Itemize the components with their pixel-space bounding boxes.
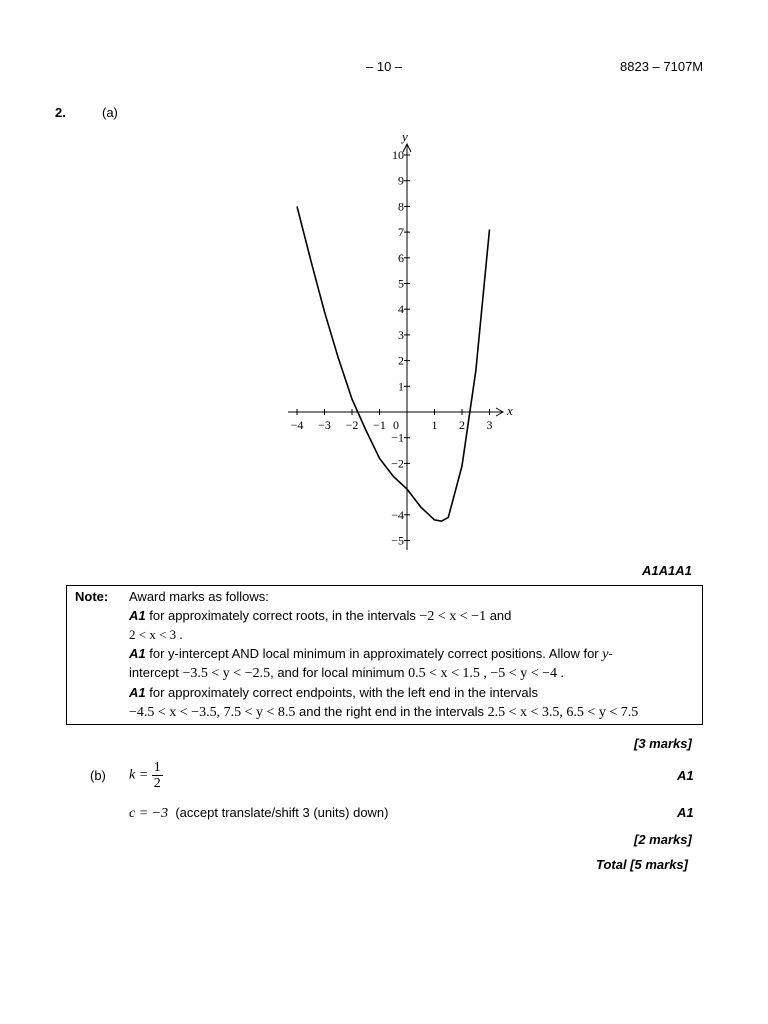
k-lhs: k =: [129, 767, 149, 783]
y-axis-label: y: [402, 129, 408, 144]
note-math: 2.5 < x < 3.5, 6.5 < y < 7.5: [487, 705, 639, 720]
question-number: 2.: [55, 105, 66, 120]
note-text: , and for local minimum: [270, 665, 405, 680]
note-math: −2 < x < −1: [419, 609, 487, 624]
b-line2-award: A1: [677, 805, 694, 820]
y-tick-label: 6: [398, 250, 404, 265]
x-tick-label: −1: [373, 418, 386, 432]
note-line-intercept: [129, 646, 613, 663]
c-equation: c = −3: [129, 806, 169, 821]
y-tick-label: 8: [398, 199, 404, 214]
note-math: −3.5 < y < −2.5: [182, 666, 271, 681]
page-number: – 10 –: [366, 59, 403, 74]
note-math: 0.5 < x < 1.5 , −5 < y < −4 .: [408, 666, 564, 681]
b-line1-award: A1: [677, 768, 694, 783]
parabola-graph: [280, 125, 520, 555]
k-denominator: 2: [153, 776, 161, 791]
part-a-total: [3 marks]: [634, 736, 692, 751]
parabola-curve: [297, 206, 490, 521]
origin-label: 0: [393, 418, 399, 432]
note-text: for approximately correct roots, in the intervals: [149, 608, 416, 623]
y-tick-label: 3: [398, 327, 404, 342]
y-tick-label: 2: [398, 353, 404, 368]
mark-code: A1: [129, 646, 146, 661]
note-line-minimum: [129, 665, 564, 682]
note-line-endpoints: [129, 685, 538, 700]
note-var: y: [602, 647, 609, 662]
part-b-label: (b): [90, 768, 106, 783]
y-tick-label: 1: [398, 379, 404, 394]
y-tick-label: 7: [398, 225, 404, 240]
k-fraction: [152, 760, 163, 791]
mark-code: A1: [129, 685, 146, 700]
note-math: −4.5 < x < −3.5, 7.5 < y < 8.5: [129, 705, 296, 720]
x-tick-label: 2: [459, 418, 465, 432]
x-axis-label: x: [507, 403, 513, 418]
y-tick-label: 10: [392, 148, 404, 162]
y-tick-label: −4: [391, 507, 404, 522]
note-text: for approximately correct endpoints, with the left end in the intervals: [149, 685, 539, 700]
note-text: and: [489, 608, 512, 623]
c-line: [129, 805, 389, 822]
y-tick-label: 4: [398, 302, 404, 317]
y-tick-label: −2: [391, 456, 404, 471]
grand-total: Total [5 marks]: [596, 857, 688, 872]
part-b-total: [2 marks]: [634, 832, 692, 847]
x-tick-label: −2: [345, 418, 359, 432]
y-tick-label: −5: [391, 533, 404, 548]
note-line-roots: [129, 608, 511, 625]
c-text: (accept translate/shift 3 (units) down): [175, 805, 389, 820]
note-label: Note:: [75, 589, 109, 604]
part-a-award: A1A1A1: [642, 563, 692, 578]
note-math: 2 < x < 3 .: [129, 627, 183, 642]
x-tick-label: −3: [318, 418, 331, 432]
note-line-intervals: [129, 704, 638, 721]
y-tick-label: 9: [398, 173, 404, 188]
x-tick-label: 1: [431, 418, 438, 432]
x-tick-label: 3: [486, 418, 493, 432]
y-tick-label: −1: [391, 430, 404, 445]
note-box: [66, 585, 703, 725]
note-intro: Award marks as follows:: [129, 589, 269, 604]
note-text: intercept: [129, 665, 179, 680]
k-numerator: 1: [153, 760, 161, 775]
y-tick-label: 5: [398, 276, 404, 291]
note-text: -: [608, 646, 613, 661]
mark-code: A1: [129, 608, 146, 623]
x-tick-label: −4: [290, 418, 304, 432]
note-text: and the right end in the intervals: [299, 704, 485, 719]
note-text: for y-intercept AND local minimum in approximately correct positions. Allow for: [149, 646, 599, 661]
part-a-label: (a): [102, 105, 118, 120]
paper-code: 8823 – 7107M: [620, 59, 704, 74]
k-equation: [129, 760, 163, 791]
